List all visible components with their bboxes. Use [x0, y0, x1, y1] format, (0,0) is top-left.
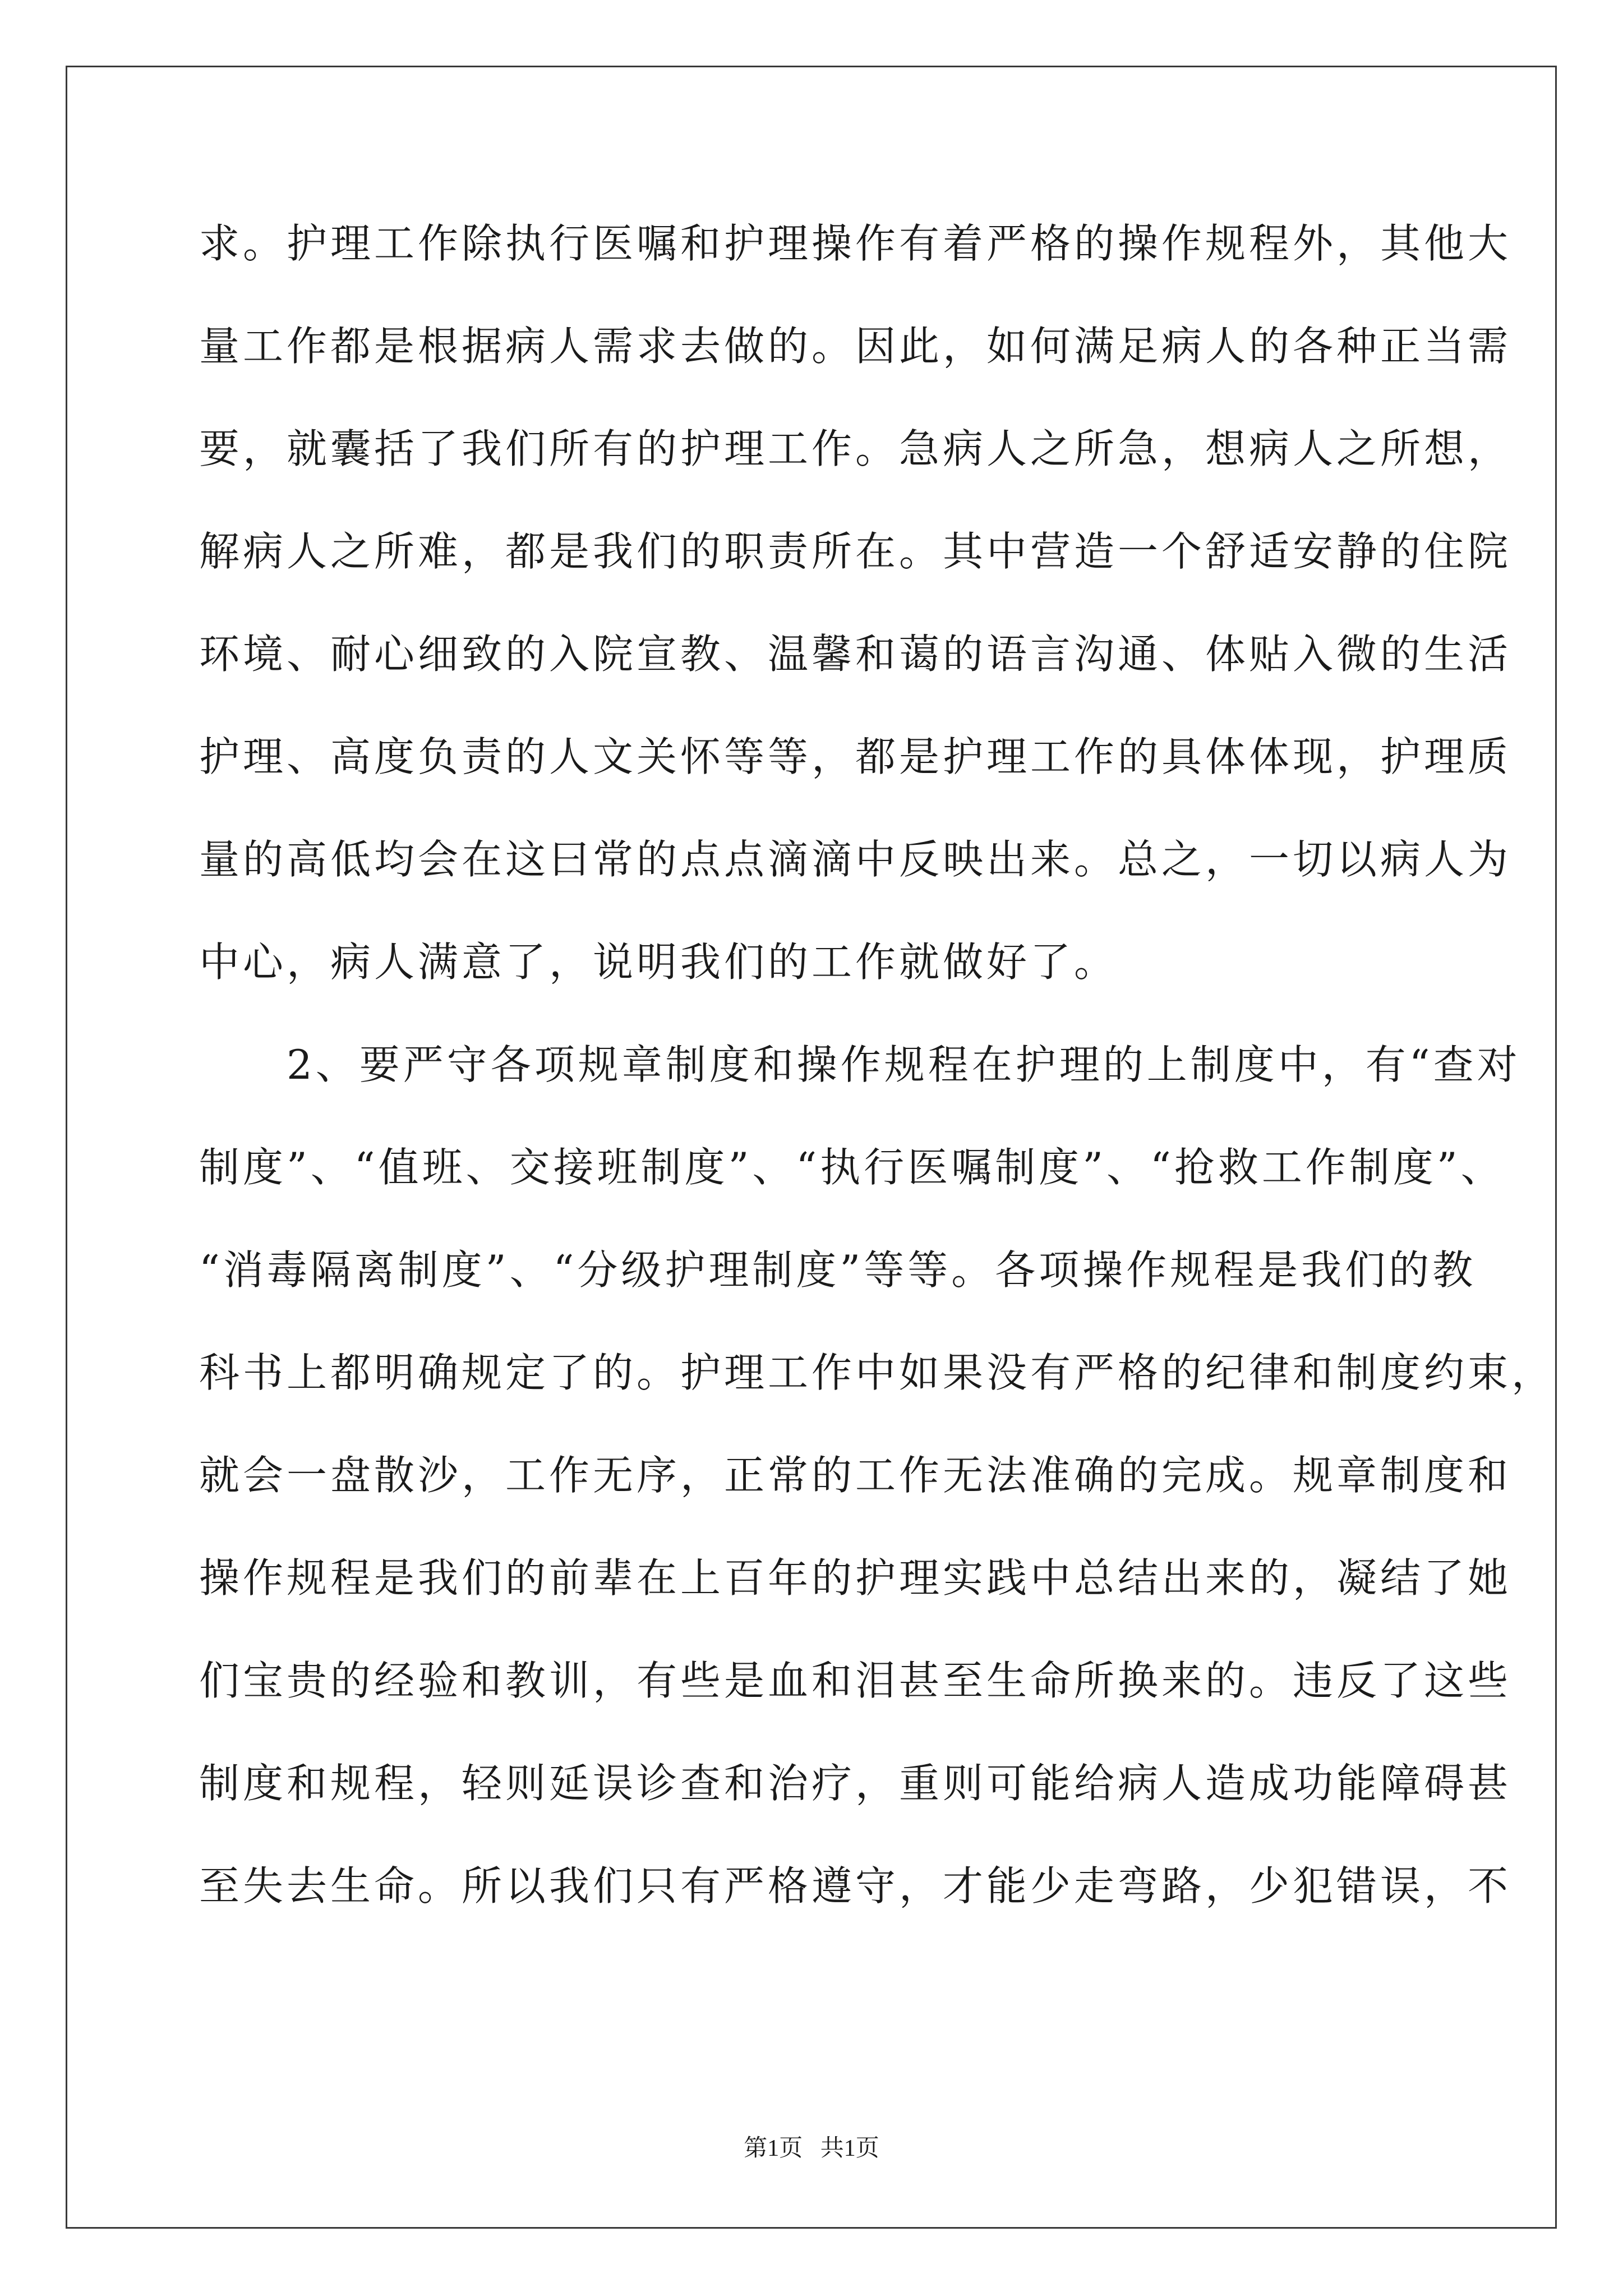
- text-line: 操作规程是我们的前辈在上百年的护理实践中总结出来的，凝结了她: [199, 1554, 1512, 1602]
- text-line: “消毒隔离制度”、“分级护理制度”等等。各项操作规程是我们的教: [199, 1246, 1477, 1294]
- text-line: 量工作都是根据病人需求去做的。因此，如何满足病人的各种正当需: [199, 323, 1512, 370]
- text-line: 就会一盘散沙，工作无序，正常的工作无法准确的完成。规章制度和: [199, 1452, 1512, 1499]
- text-line: 量的高低均会在这曰常的点点滴滴中反映出来。总之，一切以病人为: [199, 836, 1512, 883]
- text-line: 护理、高度负责的人文关怀等等，都是护理工作的具体体现，护理质: [199, 733, 1512, 780]
- text-line: 至失去生命。所以我们只有严格遵守，才能少走弯路，少犯错误，不: [199, 1862, 1512, 1910]
- text-line: 制度和规程，轻则延误诊查和治疗，重则可能给病人造成功能障碍甚: [199, 1760, 1512, 1807]
- text-line: 们宝贵的经验和教训，有些是血和泪甚至生命所换来的。违反了这些: [199, 1657, 1512, 1704]
- text-line: 中心，病人满意了，说明我们的工作就做好了。: [199, 938, 1118, 986]
- text-line: 2、要严守各项规章制度和操作规程在护理的上制度中，有“查对: [199, 1041, 1521, 1088]
- text-line: 科书上都明确规定了的。护理工作中如果没有严格的纪律和制度约束，: [199, 1349, 1556, 1396]
- text-line: 求。护理工作除执行医嘱和护理操作有着严格的操作规程外，其他大: [199, 220, 1512, 267]
- text-line: 制度”、“值班、交接班制度”、“执行医嘱制度”、“抢救工作制度”、: [199, 1144, 1505, 1191]
- text-line: 要，就囊括了我们所有的护理工作。急病人之所急，想病人之所想，: [199, 425, 1512, 472]
- page-number-footer: 第1页 共1页: [744, 2136, 879, 2161]
- text-line: 环境、耐心细致的入院宣教、温馨和蔼的语言沟通、体贴入微的生活: [199, 631, 1512, 678]
- text-line: 解病人之所难，都是我们的职责所在。其中营造一个舒适安静的住院: [199, 528, 1512, 575]
